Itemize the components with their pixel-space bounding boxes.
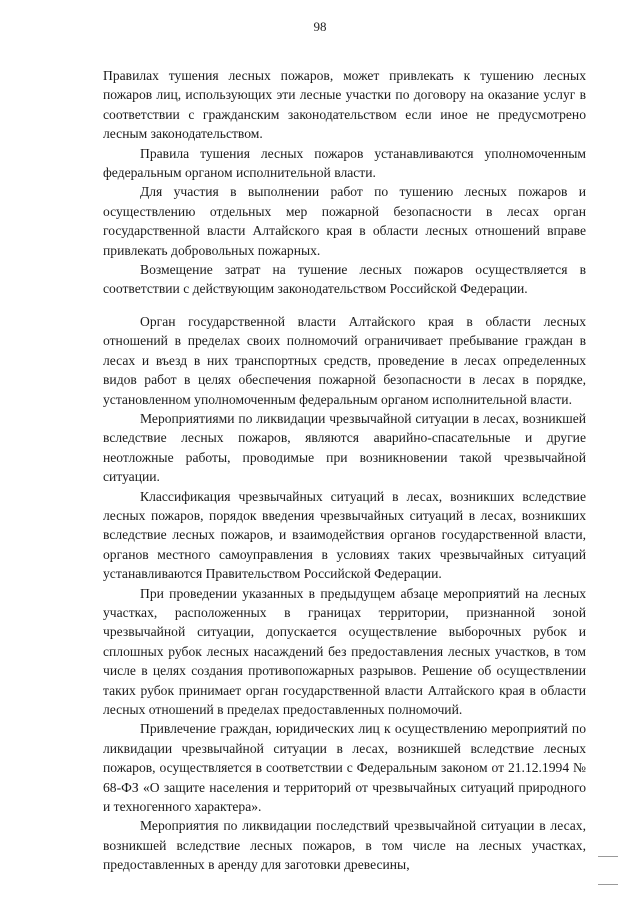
paragraph: Мероприятиями по ликвидации чрезвычайной ситуации в лесах, возникшей вследствие лесных пожаров, являются аварийно-спасательные и другие неотложные работы, проводимые при возникновении такой чрезвычайной ситуации. (103, 410, 586, 485)
document-body (103, 66, 586, 875)
paragraph: Привлечение граждан, юридических лиц к осуществлению мероприятий по ликвидации чрезвычайной ситуации в лесах, возникшей вследствие лесных пожаров, осуществляется в соответствии с Федеральным законом от 21.12.1994 № 68-ФЗ «О защите населения и территорий от чрезвычайных ситуаций природного и техногенного характера». (103, 721, 586, 815)
paragraph: При проведении указанных в предыдущем абзаце мероприятий на лесных участках, расположенных в границах территории, признанной зоной чрезвычайной ситуации, допускается осуществление выборочных рубок и сплошных рубок лесных насаждений без предоставления лесных участков, в том числе в целях создания противопожарных разрывов. Решение об осуществлении таких рубок принимает орган государственной власти Алтайского края в области лесных отношений в пределах предоставленных полномочий. (103, 585, 586, 717)
paragraph-last: Мероприятия по ликвидации последствий чрезвычайной ситуации в лесах, возникшей вследствие лесных пожаров, в том числе на лесных участках, предоставленных в аренду для заготовки древесины, (103, 818, 586, 873)
page-number: 98 (313, 19, 327, 34)
scan-edge-mark (598, 884, 618, 885)
paragraph: Орган государственной власти Алтайского края в области лесных отношений в пределах своих полномочий ограничивает пребывание граждан в лесах и въезд в них транспортных средств, проведение в лесах определенных видов работ в целях обеспечения пожарной безопасности в лесах в порядке, установленном уполномоченным федеральным органом исполнительной власти. (103, 313, 586, 407)
paragraph: Для участия в выполнении работ по тушению лесных пожаров и осуществлению отдельных мер пожарной безопасности в лесах орган государственной власти Алтайского края в области лесных отношений вправе привлекать добровольных пожарных. (103, 184, 586, 258)
paragraph: Правила тушения лесных пожаров устанавливаются уполномоченным федеральным органом исполнительной власти. (103, 145, 586, 181)
paragraph: Классификация чрезвычайных ситуаций в лесах, возникших вследствие лесных пожаров, порядок введения чрезвычайных ситуаций в лесах, возникших вследствие лесных пожаров, и взаимодействия органов государственной власти, органов местного самоуправления в условиях таких чрезвычайных ситуаций устанавливаются Правительством Российской Федерации. (103, 488, 586, 582)
paragraph-continued: Правилах тушения лесных пожаров, может привлекать к тушению лесных пожаров лиц, использующих эти лесные участки по договору на оказание услуг в соответствии с гражданским законодательством если иное не предусмотрено лесным законодательством. (103, 68, 586, 142)
scan-edge-mark (598, 856, 618, 857)
paragraph: Возмещение затрат на тушение лесных пожаров осуществляется в соответствии с действующим законодательством Российской Федерации. (103, 262, 586, 297)
